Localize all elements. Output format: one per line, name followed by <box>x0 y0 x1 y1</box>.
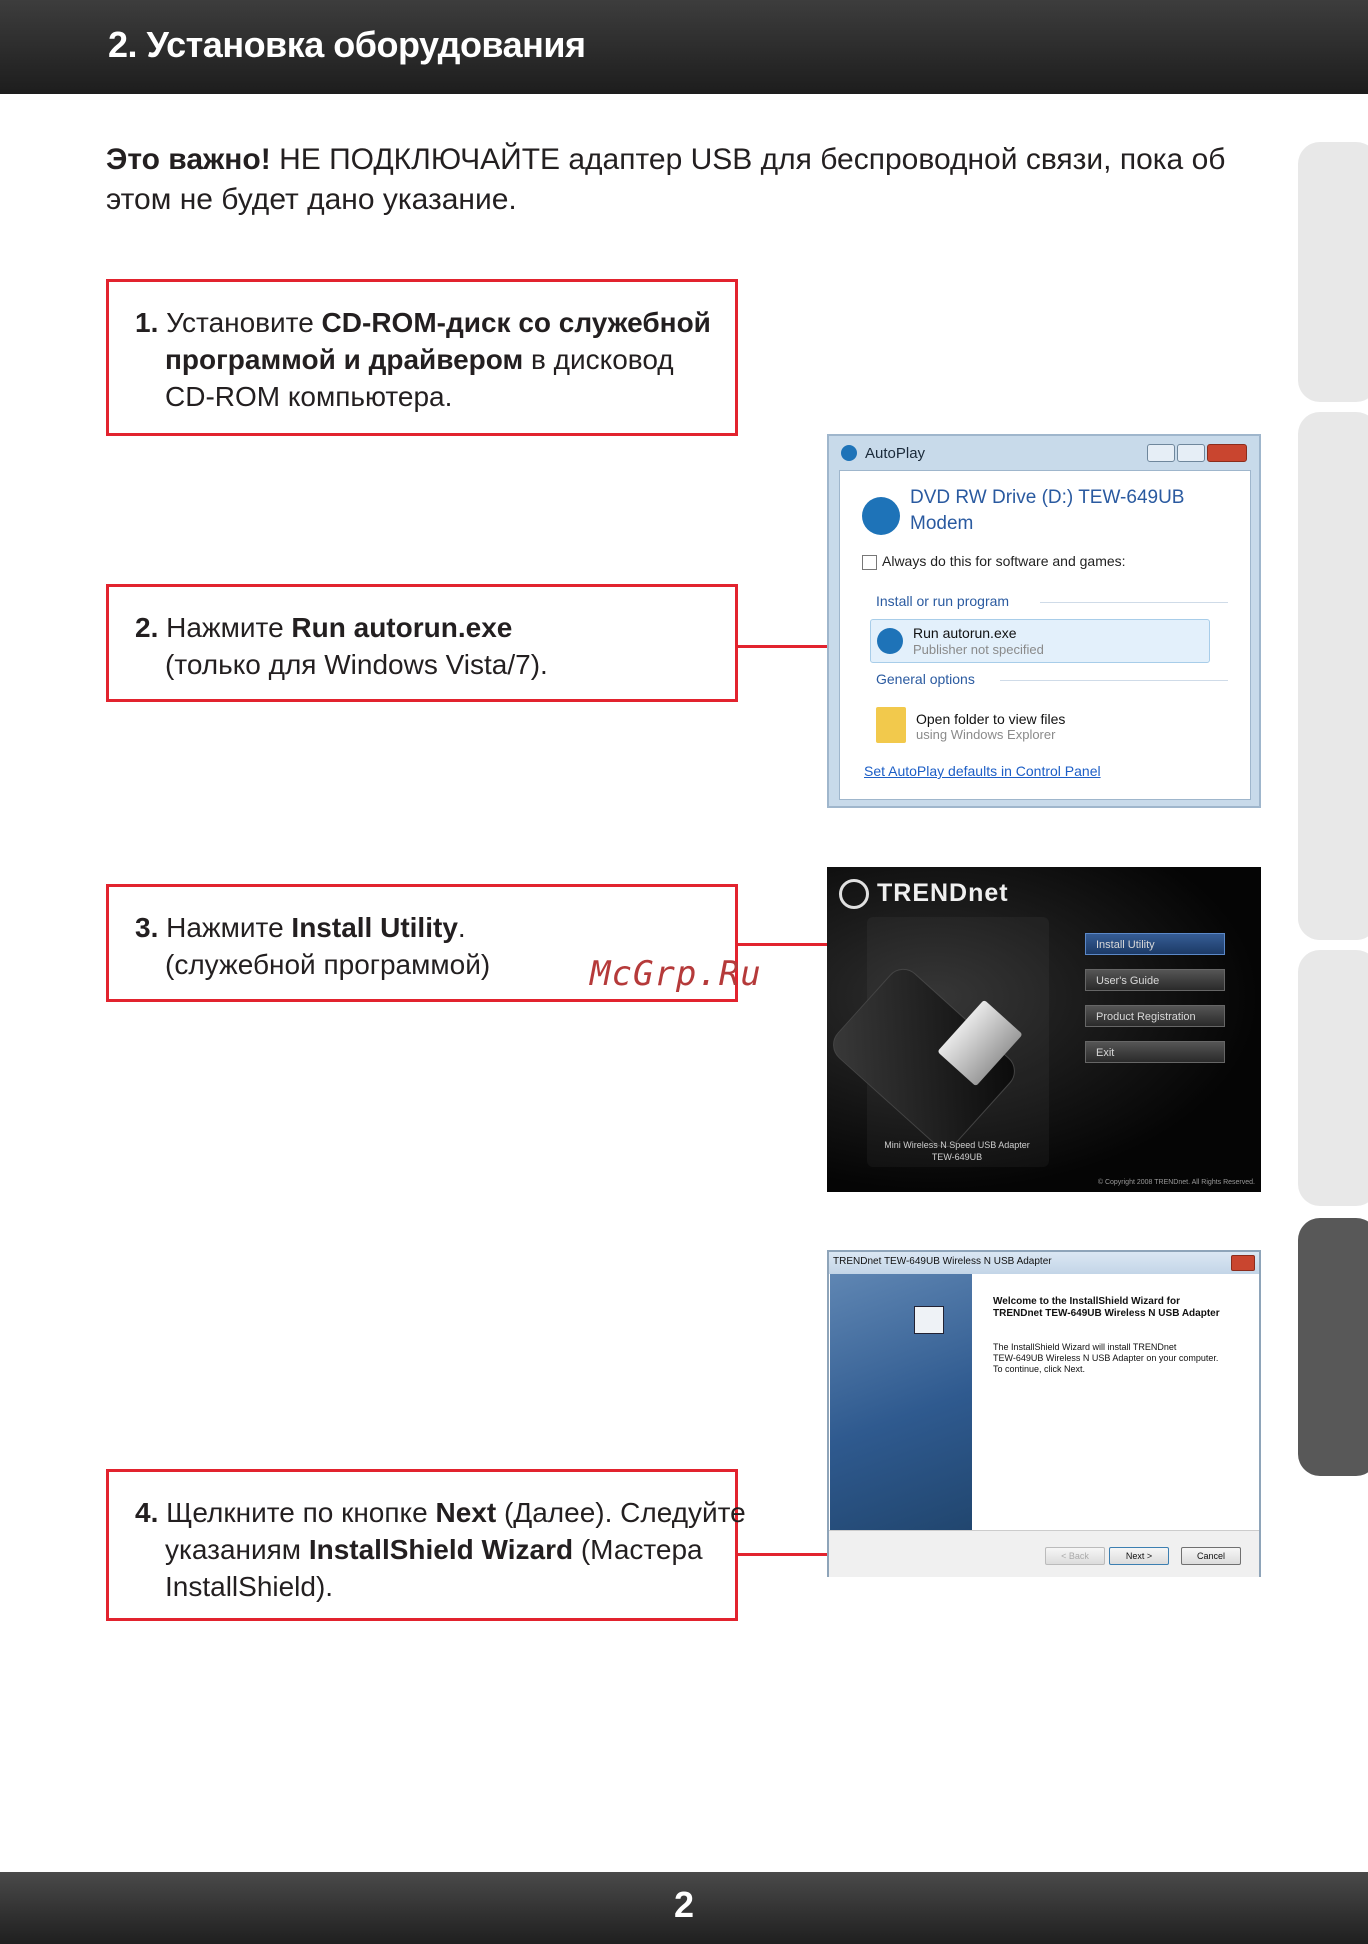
step-text-bold: InstallShield Wizard <box>308 1534 574 1565</box>
users-guide-button[interactable]: User's Guide <box>1085 969 1225 991</box>
step-1-line <box>135 304 715 341</box>
important-notice <box>106 140 1256 220</box>
cancel-button[interactable]: Cancel <box>1181 1547 1241 1565</box>
side-tab-4 <box>1298 950 1368 1206</box>
page-number: 2 <box>673 1884 695 1925</box>
autoplay-window <box>827 434 1261 808</box>
section-install-divider <box>1040 602 1228 603</box>
trendnet-launcher <box>827 867 1261 1192</box>
page-header <box>0 0 1368 94</box>
section-general: General options <box>876 671 975 687</box>
step-text: в дисковод <box>523 344 674 375</box>
always-checkbox[interactable] <box>862 555 877 570</box>
step-text: (служебной программой) <box>165 949 491 980</box>
step-text: Нажмите <box>158 912 292 943</box>
step-number: 3. <box>135 912 159 943</box>
step-4-line <box>135 1568 715 1605</box>
step-text-bold: Install Utility <box>291 912 458 943</box>
wizard-heading <box>993 1296 1220 1320</box>
product-caption <box>867 1139 1047 1163</box>
wizard-title: TRENDnet TEW-649UB Wireless N USB Adapter <box>833 1256 1052 1267</box>
step-text: (только для Windows Vista/7). <box>165 649 548 680</box>
step-number: 4. <box>135 1497 159 1528</box>
maximize-button[interactable] <box>1177 444 1205 462</box>
install-utility-button[interactable]: Install Utility <box>1085 933 1225 955</box>
wizard-side-graphic <box>830 1274 972 1530</box>
step-text: (Далее). Следуйте <box>496 1497 746 1528</box>
step-number: 2. <box>135 612 159 643</box>
autorun-icon <box>877 628 903 654</box>
product-registration-button[interactable]: Product Registration <box>1085 1005 1225 1027</box>
page-footer <box>0 1872 1368 1944</box>
notice-text: НЕ ПОДКЛЮЧАЙТЕ адаптер USB для беспроводной связи, пока об этом не будет дано указание. <box>106 143 1226 216</box>
step-1-line <box>135 341 715 378</box>
wizard-text-line-2: TEW-649UB Wireless N USB Adapter on your computer. <box>993 1353 1219 1363</box>
notice-emphasis: Это важно! <box>106 143 271 176</box>
wizard-close-button[interactable] <box>1231 1255 1255 1271</box>
step-text: указаниям <box>165 1534 309 1565</box>
exit-button[interactable]: Exit <box>1085 1041 1225 1063</box>
step-2-box <box>106 584 738 702</box>
run-autorun-option[interactable] <box>870 619 1210 663</box>
step-4-line <box>135 1531 715 1568</box>
launcher-copyright: © Copyright 2008 TRENDnet. All Rights Reserved. <box>1097 1179 1255 1186</box>
step-text-bold: Run autorun.exe <box>291 612 513 643</box>
installshield-wizard <box>827 1250 1261 1577</box>
step-text: . <box>457 912 466 943</box>
back-button[interactable]: < Back <box>1045 1547 1105 1565</box>
step-4-box <box>106 1469 746 1621</box>
wizard-description <box>993 1342 1218 1375</box>
step-3-line <box>135 909 715 946</box>
step-4-line <box>135 1494 746 1531</box>
open-folder-subtitle: using Windows Explorer <box>916 727 1056 742</box>
wizard-button-bar <box>829 1530 1259 1577</box>
trendnet-logo: TRENDnet <box>877 879 1009 907</box>
step-text: Нажмите <box>158 612 292 643</box>
autoplay-titlebar <box>829 436 1259 468</box>
step-text-bold: программой и драйвером <box>165 344 524 375</box>
step-text-bold: CD-ROM-диск со служебной <box>321 307 711 338</box>
wizard-text-line-3: To continue, click Next. <box>993 1364 1086 1374</box>
section-install: Install or run program <box>876 593 1010 609</box>
drive-name: DVD RW Drive (D:) TEW-649UB <box>910 487 1185 508</box>
open-folder-option[interactable]: Open folder to view files <box>916 711 1066 727</box>
watermark: McGrp.Ru <box>590 954 762 994</box>
step-text: Установите <box>158 307 322 338</box>
side-tab-1 <box>1298 142 1368 402</box>
step-text-bold: Next <box>435 1497 497 1528</box>
step-text: Щелкните по кнопке <box>158 1497 436 1528</box>
wizard-heading-line-1: Welcome to the InstallShield Wizard for <box>993 1296 1180 1307</box>
autoplay-title: AutoPlay <box>865 445 926 462</box>
wizard-text-line-1: The InstallShield Wizard will install TRENDnet <box>993 1342 1177 1352</box>
step-1-box <box>106 279 738 436</box>
step-text: CD-ROM компьютера. <box>165 381 453 412</box>
trendnet-logo-icon <box>839 879 869 909</box>
autoplay-app-icon <box>841 445 857 461</box>
autoplay-defaults-link[interactable]: Set AutoPlay defaults in Control Panel <box>864 763 1101 779</box>
side-tab-current <box>1298 1218 1368 1476</box>
autoplay-body <box>839 470 1251 800</box>
product-caption-name: Mini Wireless N Speed USB Adapter <box>884 1140 1030 1150</box>
side-tab-3 <box>1298 680 1368 940</box>
run-autorun-subtitle: Publisher not specified <box>913 642 1044 657</box>
drive-type: Modem <box>910 513 974 534</box>
run-autorun-title: Run autorun.exe <box>913 625 1017 641</box>
next-button[interactable]: Next > <box>1109 1547 1169 1565</box>
always-checkbox-label: Always do this for software and games: <box>882 553 1126 569</box>
step-2-line <box>135 646 715 683</box>
step-text: (Мастера <box>573 1534 703 1565</box>
wizard-heading-line-2: TRENDnet TEW-649UB Wireless N USB Adapter <box>993 1308 1220 1319</box>
step-2-line <box>135 609 715 646</box>
disc-icon <box>862 497 900 535</box>
step-text: InstallShield). <box>165 1571 334 1602</box>
section-general-divider <box>1000 680 1228 681</box>
wizard-titlebar <box>829 1252 1259 1274</box>
minimize-button[interactable] <box>1147 444 1175 462</box>
close-button[interactable] <box>1207 444 1247 462</box>
step-number: 1. <box>135 307 159 338</box>
product-caption-model: TEW-649UB <box>931 1152 983 1162</box>
installer-icon <box>914 1306 944 1334</box>
folder-icon <box>876 707 906 743</box>
drive-label <box>910 485 1184 537</box>
page-title: 2. Установка оборудования <box>108 24 586 65</box>
step-1-line <box>135 378 715 415</box>
